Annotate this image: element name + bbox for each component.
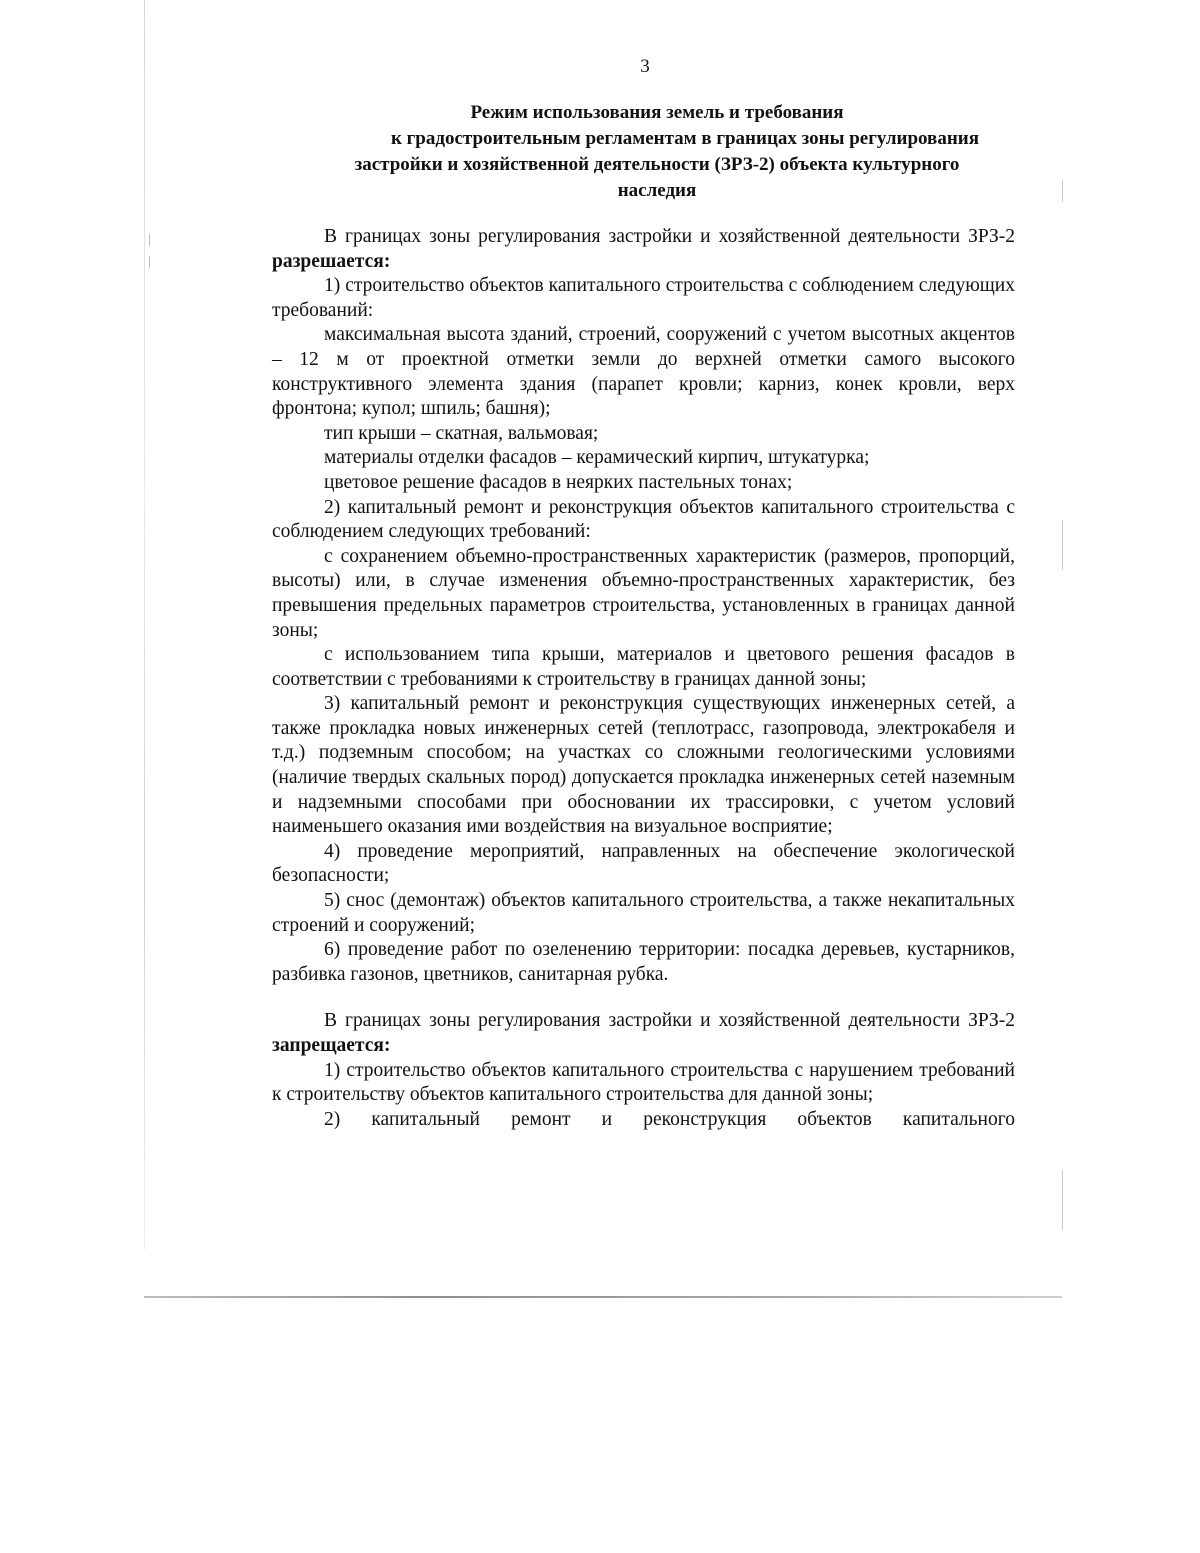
prohibited-intro-text: В границах зоны регулирования застройки и хозяйственной деятельности ЗРЗ-2 <box>324 1010 1015 1032</box>
list-item: с использованием типа крыши, материалов и цветового решения фасадов в соответствии с требованиями к строительству в границах данной зоны; <box>272 644 1015 690</box>
scan-mark <box>149 256 150 268</box>
list-item: 2) капитальный ремонт и реконструкция объектов капитального строительства с соблюдением следующих требований: <box>272 496 1015 543</box>
scan-edge-right <box>1062 520 1063 570</box>
document-body <box>272 225 1015 1132</box>
list-item: максимальная высота зданий, строений, сооружений с учетом высотных акцентов – 12 м от проектной отметки земли до верхней отметки самого высокого конструктивного элемента здания (парапет кровли; карниз, конек кровли, верх фронтона; купол; шпиль; башня); <box>272 324 1015 420</box>
list-item: с сохранением объемно-пространственных характеристик (размеров, пропорций, высоты) или, в случае изменения объемно-пространственных характеристик, без превышения предельных параметров строительства, установленных в границах данной зоны; <box>272 545 1015 641</box>
list-item: 6) проведение работ по озеленению территории: посадка деревьев, кустарников, разбивка газонов, цветников, санитарная рубка. <box>272 939 1015 985</box>
document-title <box>262 100 1052 204</box>
prohibited-intro-bold: запрещается: <box>272 1035 391 1056</box>
list-item: 2) капитальный ремонт и реконструкция объектов капитального <box>324 1108 1015 1130</box>
allowed-intro-bold: разрешается: <box>272 250 391 272</box>
list-item: материалы отделки фасадов – керамический кирпич, штукатурка; <box>324 447 870 469</box>
list-item: 1) строительство объектов капитального строительства с нарушением требований к строительству объектов капитального строительства для данной зоны; <box>272 1059 1015 1106</box>
allowed-intro <box>272 225 1015 274</box>
list-item: 4) проведение мероприятий, направленных на обеспечение экологической безопасности; <box>272 840 1015 887</box>
list-item: цветовое решение фасадов в неярких пастельных тонах; <box>324 471 793 493</box>
scan-edge-right <box>1062 180 1063 202</box>
scan-edge-right <box>1062 1170 1063 1230</box>
section-gap <box>272 987 1015 1009</box>
title-line: Режим использования земель и требования <box>470 102 844 123</box>
page-number: 3 <box>640 56 650 77</box>
list-item: 1) строительство объектов капитального строительства с соблюдением следующих требований: <box>272 275 1015 321</box>
allowed-intro-text: В границах зоны регулирования застройки и хозяйственной деятельности ЗРЗ-2 <box>324 226 1015 247</box>
list-item: 5) снос (демонтаж) объектов капитального строительства, а также некапитальных строений и сооружений; <box>272 890 1015 936</box>
list-item: тип крыши – скатная, вальмовая; <box>324 422 599 444</box>
prohibited-intro <box>272 1009 1015 1058</box>
scan-edge-left <box>144 0 145 1250</box>
list-item: 3) капитальный ремонт и реконструкция существующих инженерных сетей, а также прокладка новых инженерных сетей (теплотрасс, газопровода, электрокабеля и т.д.) подземным способом; на участках со сложными геологическими условиями (наличие твердых скальных пород) допускается прокладка инженерных сетей наземным и надземными способами при обосновании их трассировки, с учетом условий наименьшего оказания ими воздействия на визуальное восприятие; <box>272 693 1015 838</box>
scan-mark <box>149 234 150 246</box>
scan-bottom-edge <box>144 1296 1062 1298</box>
title-line: к градостроительным регламентам в границах зоны регулирования <box>390 128 979 149</box>
title-line: наследия <box>617 180 697 201</box>
title-line: застройки и хозяйственной деятельности (ЗРЗ-2) объекта культурного <box>354 154 960 175</box>
